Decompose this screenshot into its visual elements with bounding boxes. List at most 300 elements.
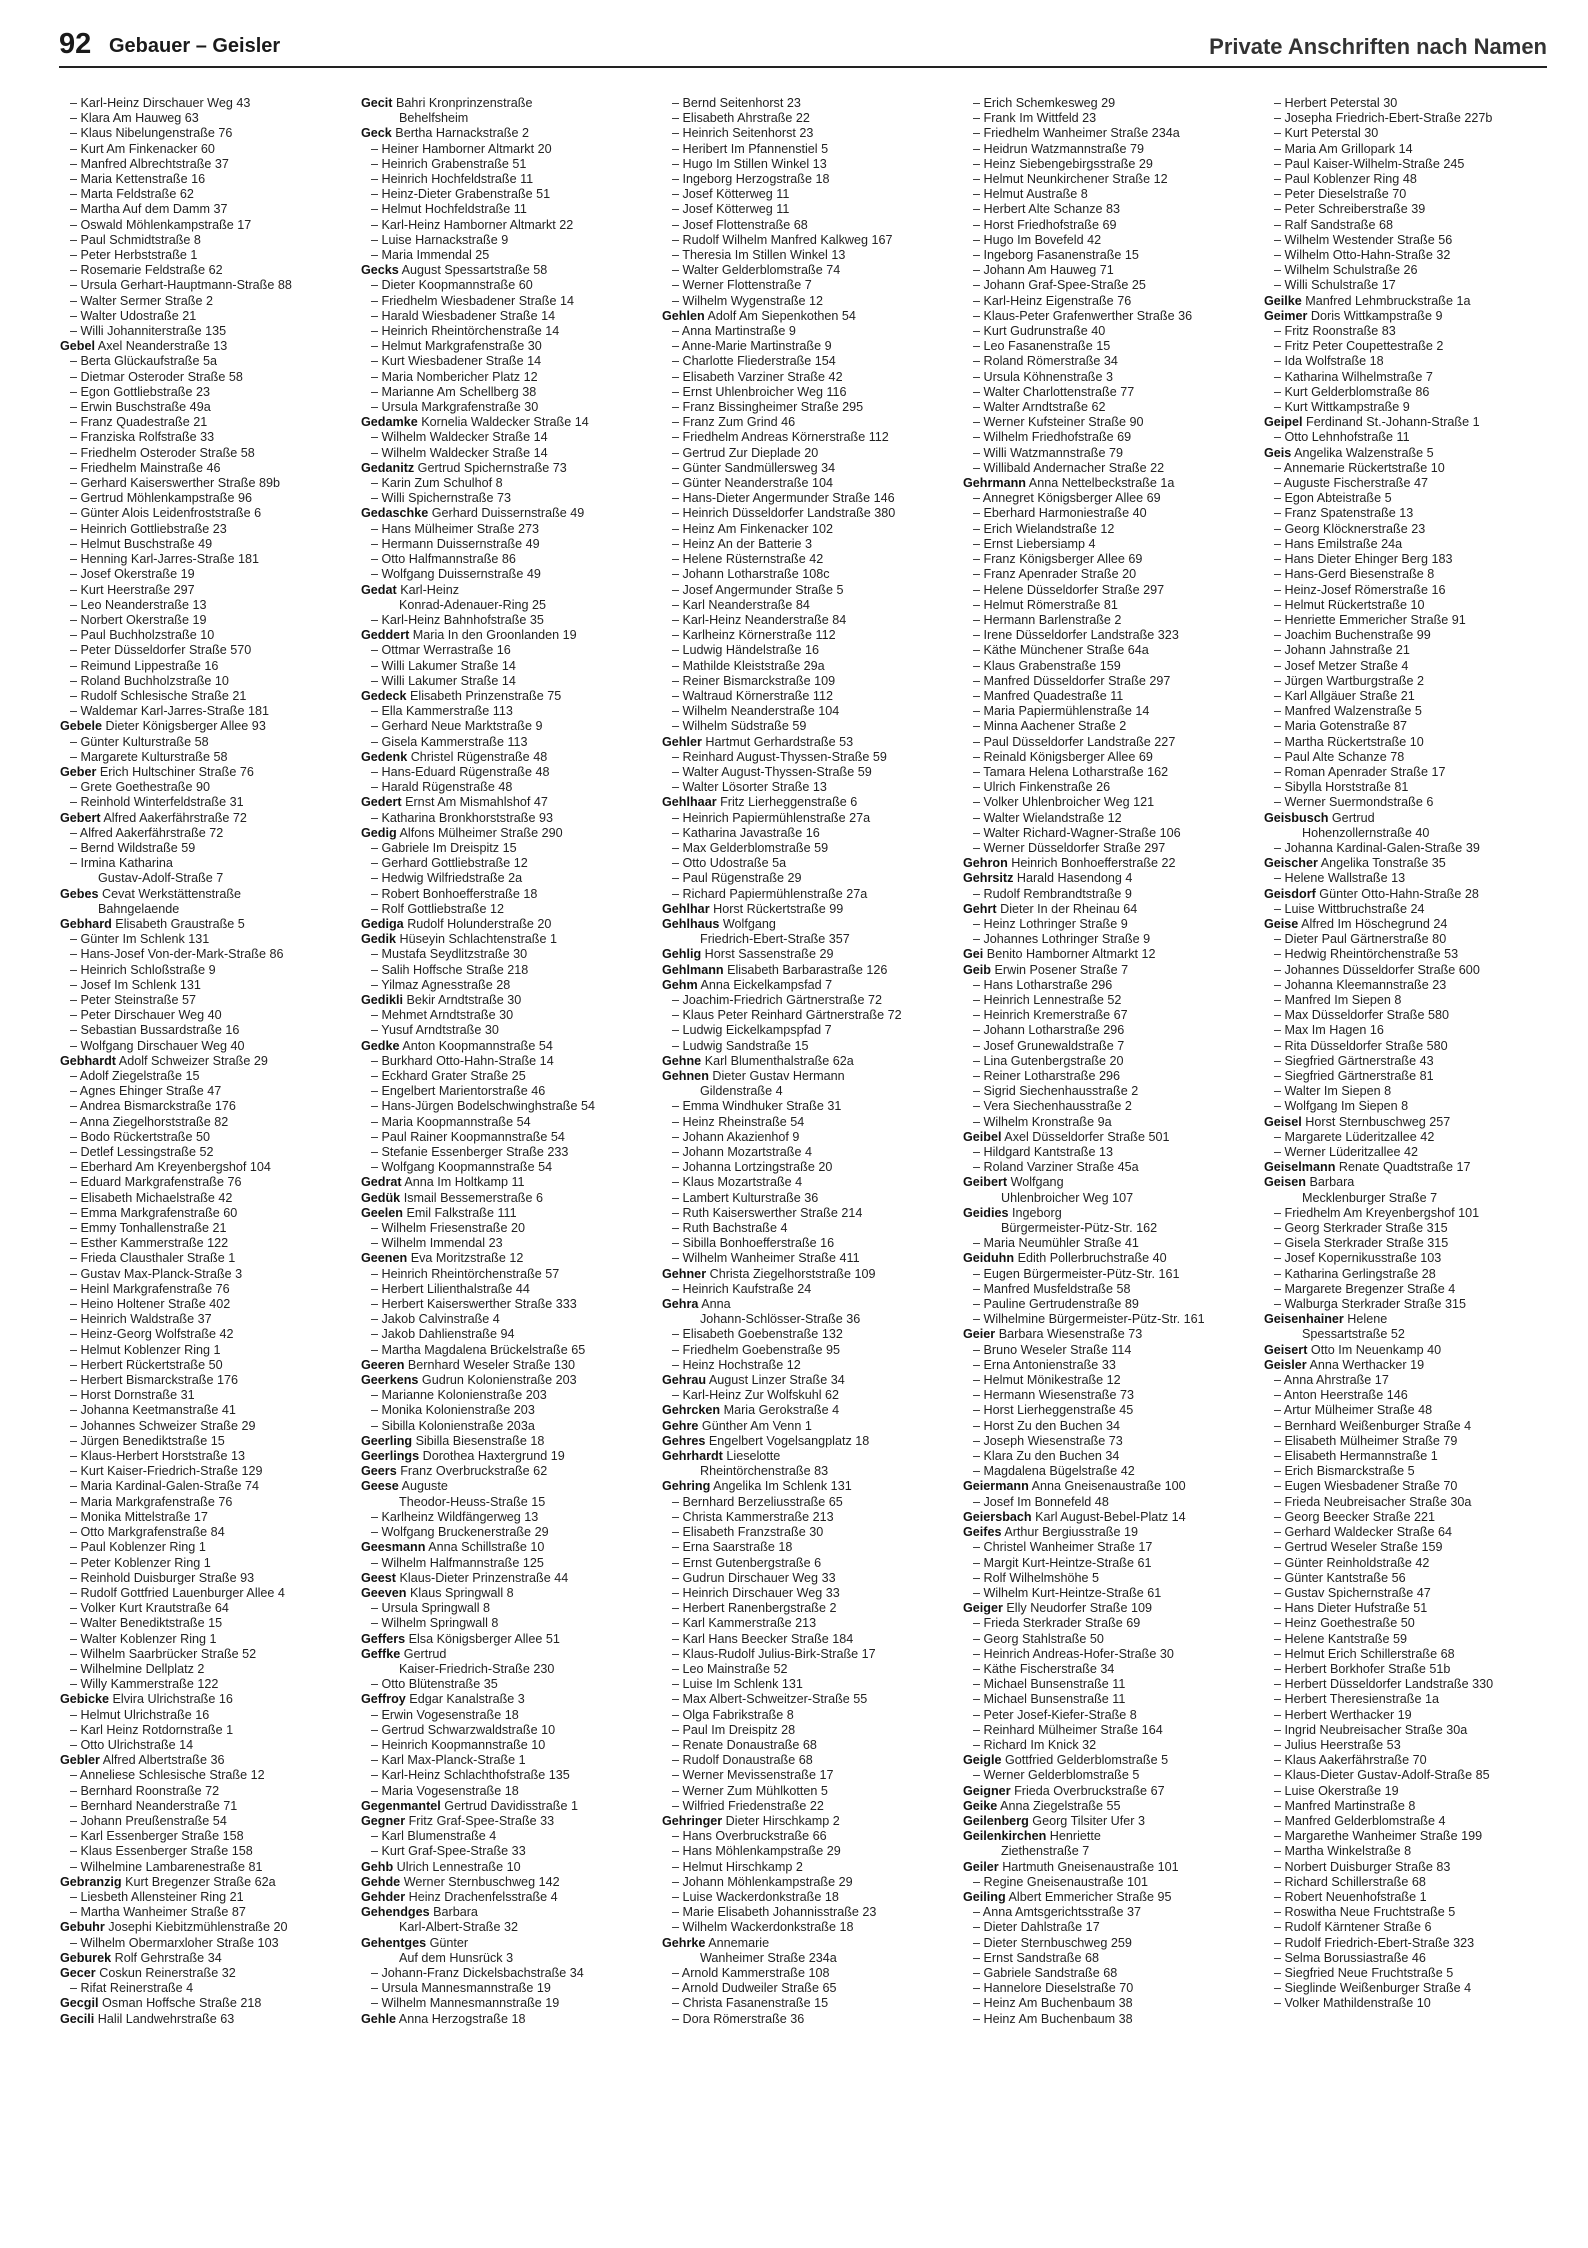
entry-text: Bertha Harnackstraße 2 (391, 126, 530, 141)
directory-entry (1264, 370, 1556, 385)
directory-entry (963, 1419, 1255, 1434)
entry-text: – Kurt Graf-Spee-Straße 33 (371, 1844, 526, 1859)
entry-text: Axel Düsseldorfer Straße 501 (1001, 1129, 1170, 1144)
entry-text: – Leo Neanderstraße 13 (70, 597, 207, 612)
entry-surname: Gehlen (662, 308, 705, 323)
directory-entry (60, 1829, 352, 1844)
directory-entry-surname (361, 1434, 653, 1449)
entry-text: – Annegret Königsberger Allee 69 (973, 491, 1161, 506)
entry-text: – Wilhelm Immendal 23 (371, 1236, 503, 1251)
entry-text: – Maria Kettenstraße 16 (70, 172, 206, 187)
directory-entry (1264, 1540, 1556, 1555)
directory-entry (361, 202, 653, 217)
entry-text: – Johann-Franz Dickelsbachstraße 34 (371, 1965, 584, 1980)
directory-entry (963, 598, 1255, 613)
directory-entry (662, 567, 954, 582)
directory-entry (60, 1373, 352, 1388)
directory-entry (662, 1738, 954, 1753)
entry-text: – Heinrich Rheintörchenstraße 57 (371, 1266, 560, 1281)
directory-entry (1264, 1981, 1556, 1996)
entry-text: – Gustav Spichernstraße 47 (1274, 1585, 1431, 1600)
entry-text: Anton Koopmannstraße 54 (399, 1038, 553, 1053)
entry-text: Adolf Schweizer Straße 29 (115, 1053, 268, 1068)
directory-entry (60, 278, 352, 293)
directory-entry (361, 1601, 653, 1616)
directory-entry (1264, 1890, 1556, 1905)
directory-entry (60, 1297, 352, 1312)
entry-text: – Walter Lösorter Straße 13 (672, 780, 827, 795)
entry-text: Heinz Drachenfelsstraße 4 (405, 1889, 558, 1904)
directory-entry (1264, 552, 1556, 567)
directory-entry (662, 659, 954, 674)
directory-entry (60, 704, 352, 719)
directory-entry (963, 1875, 1255, 1890)
entry-text: Annemarie (705, 1935, 770, 1950)
directory-entry (662, 1464, 954, 1479)
entry-text: Alfons Mülheimer Straße 290 (396, 825, 563, 840)
directory-entry (963, 1632, 1255, 1647)
entry-text: – Eugen Wiesbadener Straße 70 (1274, 1479, 1458, 1494)
entry-text: – Gerhard Neue Marktstraße 9 (371, 719, 543, 734)
directory-entry (662, 1525, 954, 1540)
directory-entry (662, 871, 954, 886)
entry-text: – Paul Schmidtstraße 8 (70, 232, 201, 247)
entry-text: – Willi Johanniterstraße 135 (70, 324, 227, 339)
entry-text: – Luise Im Schlenk 131 (672, 1677, 803, 1692)
directory-entry (1264, 643, 1556, 658)
entry-text: Eva Moritzstraße 12 (407, 1251, 524, 1266)
directory-entry (361, 370, 653, 385)
directory-entry (60, 1556, 352, 1571)
entry-text: – Ursula Mannesmannstraße 19 (371, 1981, 551, 1996)
entry-text: – Klaus Essenberger Straße 158 (70, 1844, 253, 1859)
entry-text: – Kurt Gelderblomstraße 86 (1274, 384, 1430, 399)
entry-text: – Maria Vogesenstraße 18 (371, 1783, 519, 1798)
directory-entry (1264, 1844, 1556, 1859)
directory-entry-surname (963, 1525, 1255, 1540)
entry-text: – Salih Hoffsche Straße 218 (371, 962, 529, 977)
entry-text: – Werner Flottenstraße 7 (672, 278, 812, 293)
entry-text: Rolf Gehrstraße 34 (111, 1950, 222, 1965)
entry-text: – Frieda Clausthaler Straße 1 (70, 1251, 236, 1266)
directory-entry-surname (963, 1479, 1255, 1494)
directory-entry (1264, 765, 1556, 780)
directory-entry-surname (60, 1753, 352, 1768)
entry-text: – Klaus Grabenstraße 159 (973, 658, 1121, 673)
entry-text: – Anna Ahrstraße 17 (1274, 1373, 1389, 1388)
directory-entry-surname (361, 96, 653, 111)
directory-entry (662, 1799, 954, 1814)
entry-text: – Johannes Düsseldorfer Straße 600 (1274, 962, 1480, 977)
entry-surname: Geier (963, 1327, 996, 1342)
directory-entry (1264, 1510, 1556, 1525)
directory-entry (1264, 1920, 1556, 1935)
entry-text: – Jakob Calvinstraße 4 (371, 1312, 500, 1327)
entry-text: – Artur Mülheimer Straße 48 (1274, 1403, 1433, 1418)
directory-entry (662, 583, 954, 598)
directory-entry-surname (361, 1479, 653, 1494)
directory-entry (963, 446, 1255, 461)
entry-text: – Peter Koblenzer Ring 1 (70, 1555, 211, 1570)
directory-entry (60, 506, 352, 521)
directory-entry (361, 598, 653, 613)
entry-text: – Paul Koblenzer Ring 1 (70, 1540, 206, 1555)
directory-entry (963, 1267, 1255, 1282)
entry-text: – Peter Steinstraße 57 (70, 992, 197, 1007)
entry-text: – Anneliese Schlesische Straße 12 (70, 1768, 265, 1783)
entry-text: – Wilhelm Obermarxloher Straße 103 (70, 1935, 279, 1950)
entry-surname: Gecer (60, 1965, 96, 1980)
directory-entry (963, 1647, 1255, 1662)
entry-text: – Heinrich Koopmannstraße 10 (371, 1737, 546, 1752)
directory-entry (1264, 1327, 1556, 1342)
directory-entry (361, 446, 653, 461)
entry-text: – Klaus-Herbert Horststraße 13 (70, 1449, 245, 1464)
directory-entry (963, 111, 1255, 126)
directory-entry (963, 659, 1255, 674)
directory-entry (361, 1282, 653, 1297)
entry-text: – Fritz Peter Coupettestraße 2 (1274, 339, 1444, 354)
entry-text: – Wilfried Friedenstraße 22 (672, 1798, 824, 1813)
directory-entry (662, 263, 954, 278)
entry-text: – Richard Im Knick 32 (973, 1737, 1097, 1752)
entry-text: – Volker Uhlenbroicher Weg 121 (973, 795, 1155, 810)
directory-entry-surname (662, 978, 954, 993)
directory-entry (662, 1510, 954, 1525)
directory-entry (662, 1343, 954, 1358)
directory-entry (361, 1267, 653, 1282)
entry-surname: Geerkens (361, 1373, 419, 1388)
directory-entry (662, 1160, 954, 1175)
entry-text: – Hans Emilstraße 24a (1274, 536, 1403, 551)
directory-entry (662, 324, 954, 339)
directory-entry (60, 1343, 352, 1358)
directory-entry (361, 1388, 653, 1403)
entry-text: – Heinz Am Buchenbaum 38 (973, 1996, 1133, 2011)
entry-text: – Karl Blumenstraße 4 (371, 1829, 497, 1844)
entry-text: – Hannelore Dieselstraße 70 (973, 1981, 1134, 1996)
entry-text: – Monika Kolonienstraße 203 (371, 1403, 535, 1418)
entry-text: – Franz Quadestraße 21 (70, 415, 208, 430)
directory-entry-surname (662, 309, 954, 324)
entry-text: – Friedhelm Andreas Körnerstraße 112 (672, 430, 889, 445)
entry-text: – Reimund Lippestraße 16 (70, 658, 219, 673)
directory-entry (60, 1860, 352, 1875)
entry-text: – Heinrich Gottliebstraße 23 (70, 521, 227, 536)
entry-text: – Wilhelmine Lambarenestraße 81 (70, 1859, 263, 1874)
directory-entry (1264, 780, 1556, 795)
entry-text: – Herbert Düsseldorfer Landstraße 330 (1274, 1677, 1494, 1692)
directory-entry (60, 750, 352, 765)
directory-entry (963, 1358, 1255, 1373)
directory-entry (361, 1008, 653, 1023)
entry-text: – Waltraud Körnerstraße 112 (672, 688, 833, 703)
entry-text: – Bernhard Roonstraße 72 (70, 1783, 220, 1798)
directory-entry (963, 202, 1255, 217)
directory-entry (361, 1920, 653, 1935)
directory-entry (361, 157, 653, 172)
entry-text: – Wilhelm Wygenstraße 12 (672, 293, 824, 308)
entry-text: Ingeborg (1008, 1205, 1062, 1220)
entry-text: – Erich Bismarckstraße 5 (1274, 1464, 1415, 1479)
directory-entry (662, 1905, 954, 1920)
directory-entry-surname (963, 1175, 1255, 1190)
directory-entry (963, 1160, 1255, 1175)
directory-column-4 (963, 96, 1255, 2027)
directory-entry (662, 1662, 954, 1677)
directory-entry (662, 1145, 954, 1160)
entry-text: – Luise Harnackstraße 9 (371, 232, 509, 247)
entry-text: – Josef Flottenstraße 68 (672, 217, 808, 232)
directory-entry-surname (1264, 811, 1556, 826)
directory-entry (1264, 1373, 1556, 1388)
directory-entry (361, 674, 653, 689)
entry-text: – Bruno Weseler Straße 114 (973, 1342, 1132, 1357)
directory-column-1 (60, 96, 352, 2027)
directory-entry (60, 263, 352, 278)
directory-entry (361, 1160, 653, 1175)
directory-entry (963, 795, 1255, 810)
entry-text: – Helmut Markgrafenstraße 30 (371, 339, 542, 354)
entry-text: – Karl Heinz Rotdornstraße 1 (70, 1722, 234, 1737)
entry-text: – Eberhard Harmoniestraße 40 (973, 506, 1147, 521)
entry-text: – Wolfgang Dirschauer Weg 40 (70, 1038, 245, 1053)
directory-entry-surname (662, 1297, 954, 1312)
directory-entry (60, 1039, 352, 1054)
directory-entry-surname (963, 1251, 1255, 1266)
directory-entry-surname (1264, 1115, 1556, 1130)
directory-entry (1264, 461, 1556, 476)
directory-entry (963, 1084, 1255, 1099)
directory-entry (60, 1601, 352, 1616)
directory-entry (60, 735, 352, 750)
directory-entry (60, 218, 352, 233)
entry-text: – Wilhelm Kurt-Heintze-Straße 61 (973, 1585, 1162, 1600)
directory-entry (361, 719, 653, 734)
directory-entry (60, 1327, 352, 1342)
directory-entry (662, 1860, 954, 1875)
directory-entry (60, 993, 352, 1008)
entry-text: – Ludwig Händelstraße 16 (672, 643, 820, 658)
entry-text: – Margit Kurt-Heintze-Straße 61 (973, 1555, 1152, 1570)
entry-text: Edith Pollerbruchstraße 40 (1014, 1251, 1167, 1266)
entry-text: – Sibilla Bonhoefferstraße 16 (672, 1236, 835, 1251)
entry-text: Gildenstraße 4 (700, 1084, 783, 1099)
entry-text: – Wilhelm Saarbrücker Straße 52 (70, 1646, 257, 1661)
entry-text: – Elisabeth Michaelstraße 42 (70, 1190, 233, 1205)
entry-text: – Willi Lakumer Straße 14 (371, 658, 516, 673)
directory-entry (361, 294, 653, 309)
entry-text: – Franziska Rolfstraße 33 (70, 430, 215, 445)
entry-text: – Wilhelm Kronstraße 9a (973, 1114, 1112, 1129)
entry-text: – Max Albert-Schweitzer-Straße 55 (672, 1692, 868, 1707)
directory-entry-surname (361, 1799, 653, 1814)
entry-text: – Pauline Gertrudenstraße 89 (973, 1297, 1139, 1312)
directory-entry (662, 765, 954, 780)
entry-surname: Gehb (361, 1859, 394, 1874)
entry-text: Bekir Arndtstraße 30 (403, 992, 522, 1007)
entry-text: – Heinz-Josef Römerstraße 16 (1274, 582, 1446, 597)
directory-entry (1264, 1419, 1556, 1434)
directory-entry (662, 826, 954, 841)
entry-surname: Gebele (60, 719, 102, 734)
directory-entry (662, 1981, 954, 1996)
directory-entry (1264, 1434, 1556, 1449)
directory-entry-surname (361, 917, 653, 932)
entry-text: – Ruth Kaiserswerther Straße 214 (672, 1205, 863, 1220)
directory-entry (60, 1510, 352, 1525)
directory-entry (1264, 567, 1556, 582)
entry-text: – Ingeborg Fasanenstraße 15 (973, 248, 1139, 263)
directory-entry (963, 826, 1255, 841)
directory-entry (662, 613, 954, 628)
entry-text: – Bernd Wildstraße 59 (70, 840, 196, 855)
directory-entry (1264, 1586, 1556, 1601)
directory-entry-surname (963, 1814, 1255, 1829)
entry-text: – Siegfried Gärtnerstraße 43 (1274, 1053, 1434, 1068)
entry-text: – Peter Schreiberstraße 39 (1274, 202, 1426, 217)
directory-entry (1264, 1251, 1556, 1266)
entry-text: – Yusuf Arndtstraße 30 (371, 1023, 499, 1038)
entry-text: – Egon Abteistraße 5 (1274, 491, 1392, 506)
entry-text: – Klara Am Hauweg 63 (70, 111, 199, 126)
directory-entry (361, 309, 653, 324)
entry-text: – Hans Overbruckstraße 66 (672, 1829, 827, 1844)
directory-entry (1264, 385, 1556, 400)
entry-text: – Richard Papiermühlenstraße 27a (672, 886, 868, 901)
entry-text: – Georg Stahlstraße 50 (973, 1631, 1104, 1646)
directory-entry (662, 1586, 954, 1601)
entry-text: – Werner Kufsteiner Straße 90 (973, 415, 1144, 430)
entry-text: – Wolfgang Im Siepen 8 (1274, 1099, 1409, 1114)
directory-entry (963, 385, 1255, 400)
directory-entry-surname (60, 2012, 352, 2027)
entry-surname: Geisdorf (1264, 886, 1316, 901)
entry-text: – Kurt Gudrunstraße 40 (973, 324, 1106, 339)
entry-text: – Anna Amtsgerichtsstraße 37 (973, 1905, 1142, 1920)
directory-entry (1264, 1951, 1556, 1966)
directory-entry (1264, 96, 1556, 111)
directory-entry (60, 1206, 352, 1221)
entry-surname: Geeren (361, 1357, 405, 1372)
directory-entry (662, 1920, 954, 1935)
entry-surname: Gehrau (662, 1373, 707, 1388)
directory-entry (963, 887, 1255, 902)
entry-text: – Herbert Lilienthalstraße 44 (371, 1281, 530, 1296)
entry-text: – Willy Kammerstraße 122 (70, 1677, 219, 1692)
directory-entry-surname (1264, 1175, 1556, 1190)
directory-entry (963, 704, 1255, 719)
directory-entry (361, 1495, 653, 1510)
entry-text: – Kurt Heerstraße 297 (70, 582, 195, 597)
entry-text: – Maria Koopmannstraße 54 (371, 1114, 531, 1129)
directory-entry-surname (60, 1875, 352, 1890)
directory-entry-surname (1264, 856, 1556, 871)
directory-entry-surname (361, 1464, 653, 1479)
entry-text: Elisabeth Prinzenstraße 75 (406, 688, 562, 703)
entry-text: – Christa Fasanenstraße 15 (672, 1996, 829, 2011)
entry-text: Fritz Lierheggenstraße 6 (716, 795, 858, 810)
entry-surname: Gehlmann (662, 962, 724, 977)
entry-text: Horst Sassenstraße 29 (701, 947, 834, 962)
directory-entry (1264, 1267, 1556, 1282)
directory-entry (60, 1160, 352, 1175)
entry-text: – Bernhard Neanderstraße 71 (70, 1798, 238, 1813)
directory-entry (1264, 1191, 1556, 1206)
directory-entry (963, 1768, 1255, 1783)
directory-entry (361, 552, 653, 567)
entry-text: – Sibilla Kolonienstraße 203a (371, 1418, 535, 1433)
directory-entry (1264, 1282, 1556, 1297)
entry-text: – Hans Dieter Ehinger Berg 183 (1274, 552, 1453, 567)
directory-entry (662, 1358, 954, 1373)
directory-entry-surname (361, 1206, 653, 1221)
entry-text: Coskun Reinerstraße 32 (95, 1965, 236, 1980)
entry-text: – Heinrich Dirschauer Weg 33 (672, 1585, 840, 1600)
directory-entry (60, 1936, 352, 1951)
entry-text: – Karl Kammerstraße 213 (672, 1616, 817, 1631)
directory-entry-surname (963, 1510, 1255, 1525)
directory-entry (963, 1023, 1255, 1038)
directory-entry (963, 689, 1255, 704)
directory-entry (1264, 1084, 1556, 1099)
entry-text: – Ella Kammerstraße 113 (371, 704, 513, 719)
directory-entry (1264, 719, 1556, 734)
entry-text: – Lambert Kulturstraße 36 (672, 1190, 819, 1205)
entry-text: – Klaus Aakerfährstraße 70 (1274, 1753, 1427, 1768)
directory-entry (963, 1403, 1255, 1418)
directory-entry-surname (361, 461, 653, 476)
entry-text: Bürgermeister-Pütz-Str. 162 (1001, 1221, 1158, 1236)
entry-text: – Ursula Springwall 8 (371, 1601, 490, 1616)
entry-text: Gertrud (400, 1646, 447, 1661)
entry-surname: Geburek (60, 1950, 112, 1965)
directory-entry (1264, 1768, 1556, 1783)
entry-text: – Frieda Sterkrader Straße 69 (973, 1616, 1141, 1631)
entry-surname: Gedke (361, 1038, 400, 1053)
directory-entry (963, 993, 1255, 1008)
entry-surname: Geers (361, 1464, 397, 1479)
entry-surname: Gecit (361, 96, 393, 110)
directory-entry (963, 1039, 1255, 1054)
entry-text: – Manfred Düsseldorfer Straße 297 (973, 673, 1171, 688)
entry-text: Theodor-Heuss-Straße 15 (399, 1494, 546, 1509)
entry-text: – Manfred Walzenstraße 5 (1274, 704, 1422, 719)
entry-text: Elisabeth Graustraße 5 (111, 916, 245, 931)
directory-entry (1264, 750, 1556, 765)
entry-surname: Gedanitz (361, 460, 415, 475)
entry-text: – Manfred Gelderblomstraße 4 (1274, 1813, 1446, 1828)
entry-text: – Werner Zum Mühlkotten 5 (672, 1783, 828, 1798)
entry-text: – Helmut Rückertstraße 10 (1274, 597, 1425, 612)
directory-entry (60, 1084, 352, 1099)
entry-surname: Gedaschke (361, 506, 429, 521)
entry-text: – Gabriele Sandstraße 68 (973, 1965, 1118, 1980)
directory-entry (662, 476, 954, 491)
directory-entry-surname (361, 263, 653, 278)
directory-entry (963, 400, 1255, 415)
directory-entry-surname (1264, 917, 1556, 932)
directory-entry (963, 552, 1255, 567)
entry-text: – Erich Schemkesweg 29 (973, 96, 1116, 110)
entry-text: – Johann Möhlenkampstraße 29 (672, 1874, 853, 1889)
entry-surname: Geffke (361, 1646, 401, 1661)
directory-entry (1264, 1601, 1556, 1616)
directory-entry-surname (662, 963, 954, 978)
entry-text: – Werner Düsseldorfer Straße 297 (973, 840, 1166, 855)
directory-entry (361, 430, 653, 445)
entry-text: Klaus Springwall 8 (406, 1585, 514, 1600)
